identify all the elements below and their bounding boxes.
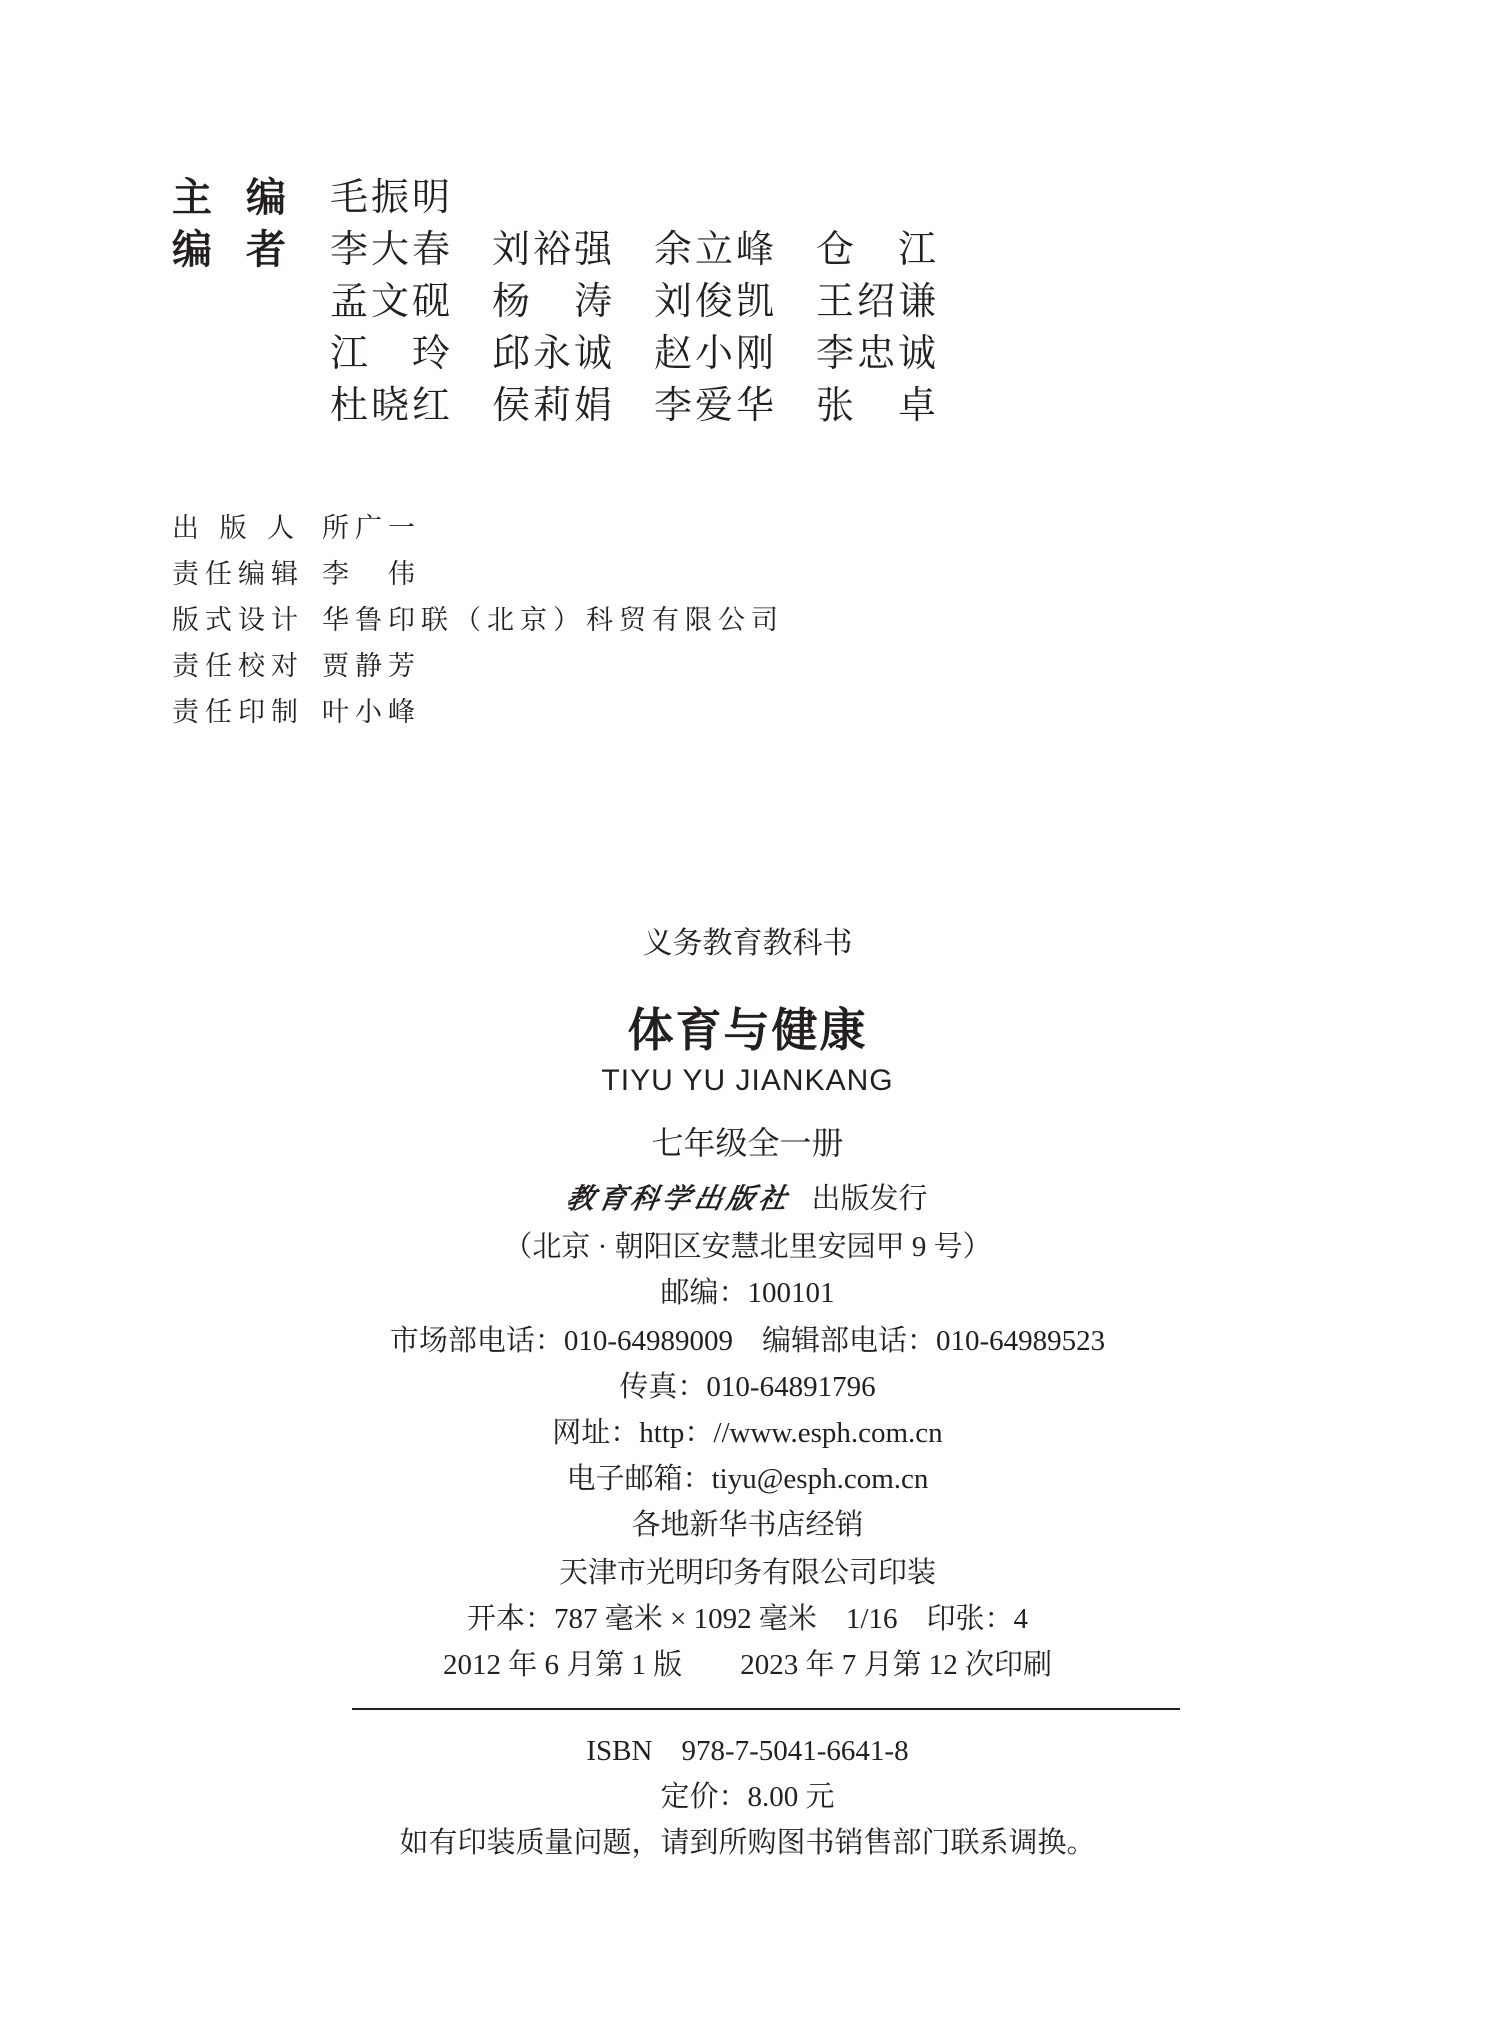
book-series: 义务教育教科书 [642, 927, 853, 960]
print-supervisor-value: 叶小峰 [322, 697, 421, 728]
editor-name: 邱永诚 [492, 331, 616, 375]
isbn: ISBN 978-7-5041-6641-8 [586, 1735, 909, 1767]
editor-name: 赵小刚 [654, 331, 778, 375]
editor-name: 仓 江 [816, 227, 940, 271]
editor-name: 刘俊凯 [654, 279, 778, 323]
editor-name: 李爱华 [654, 383, 778, 427]
divider [352, 1708, 1180, 1710]
fax: 传真：010-64891796 [619, 1371, 876, 1403]
postcode: 邮编：100101 [660, 1277, 835, 1309]
editors-label: 编者 [172, 227, 320, 273]
layout-design-label: 版式设计 [172, 605, 304, 636]
editor-name: 李忠诚 [816, 331, 940, 375]
editor-name: 孟文砚 [330, 279, 454, 323]
book-title: 体育与健康 [627, 1003, 868, 1057]
editor-name: 王绍谦 [816, 279, 940, 323]
distribution: 各地新华书店经销 [631, 1509, 864, 1541]
website: 网址：http：//www.esph.com.cn [552, 1417, 943, 1449]
book-grade: 七年级全一册 [651, 1125, 844, 1161]
proofreader-label: 责任校对 [172, 651, 304, 682]
chief-editor-name: 毛振明 [330, 175, 454, 219]
editor-name: 杨 涛 [492, 279, 616, 323]
publisher-address: （北京 · 朝阳区安慧北里安园甲 9 号） [503, 1231, 992, 1263]
editor-name: 张 卓 [816, 383, 940, 427]
chief-editor-label: 主编 [172, 175, 320, 221]
editor-name: 刘裕强 [492, 227, 616, 271]
publisher-person-label: 出 版 人 [172, 513, 301, 544]
layout-design-value: 华鲁印联（北京）科贸有限公司 [322, 605, 784, 636]
publisher-suffix: 出版发行 [811, 1183, 928, 1215]
email: 电子邮箱：tiyu@esph.com.cn [566, 1463, 929, 1495]
quality-notice: 如有印装质量问题，请到所购图书销售部门联系调换。 [399, 1827, 1096, 1859]
editor-name: 江 玲 [330, 331, 454, 375]
editor-name: 侯莉娟 [492, 383, 616, 427]
editor-name: 余立峰 [654, 227, 778, 271]
publisher-line [0, 1176, 1495, 1217]
book-title-pinyin: TIYU YU JIANKANG [601, 1064, 894, 1097]
responsible-editor-value: 李 伟 [322, 559, 421, 590]
edition-info: 2012 年 6 月第 1 版 2023 年 7 月第 12 次印刷 [442, 1649, 1052, 1681]
responsible-editor-label: 责任编辑 [172, 559, 304, 590]
editor-name: 李大春 [330, 227, 454, 271]
publisher-person-value: 所广一 [322, 513, 421, 544]
phone-numbers: 市场部电话：010-64989009 编辑部电话：010-64989523 [389, 1325, 1106, 1357]
printer: 天津市光明印务有限公司印装 [558, 1557, 936, 1589]
price: 定价：8.00 元 [660, 1781, 835, 1813]
format-specs: 开本：787 毫米 × 1092 毫米 1/16 印张：4 [467, 1603, 1028, 1635]
editor-name: 杜晓红 [330, 383, 454, 427]
publisher-logo: 教育科学出版社 [564, 1182, 795, 1215]
proofreader-value: 贾静芳 [322, 651, 421, 682]
print-supervisor-label: 责任印制 [172, 697, 304, 728]
